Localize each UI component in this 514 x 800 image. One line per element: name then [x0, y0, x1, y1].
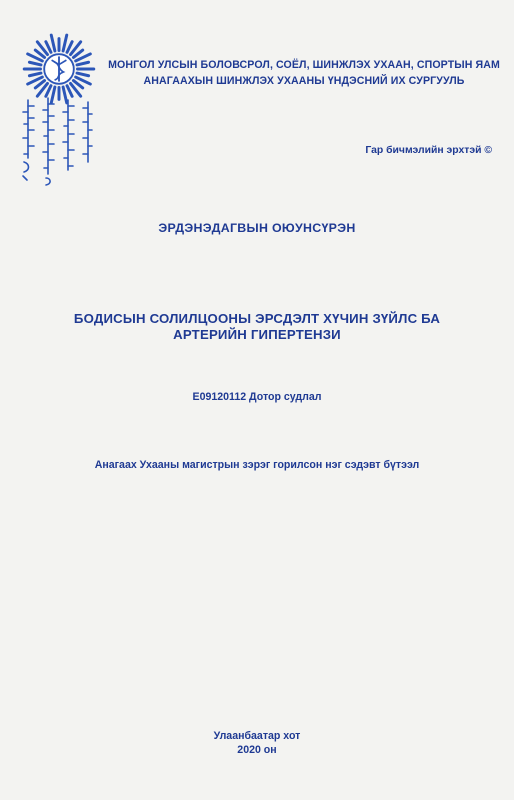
- thesis-title-line-2: АРТЕРИЙН ГИПЕРТЕНЗИ: [173, 327, 341, 342]
- emblem-ray: [63, 35, 67, 51]
- emblem-ray: [29, 73, 41, 76]
- thesis-title-line-1: БОДИСЫН СОЛИЛЦООНЫ ЭРСДЭЛТ ХҮЧИН ЗҮЙЛС БА: [73, 311, 441, 326]
- emblem-ray: [67, 86, 72, 97]
- place-and-year: [0, 729, 514, 757]
- emblem-ray: [46, 86, 51, 97]
- author-name: ЭРДЭНЭДАГВЫН ОЮУНСҮРЭН: [158, 221, 356, 235]
- emblem-ray: [51, 35, 55, 51]
- emblem-ray: [67, 42, 72, 53]
- city: Улаанбаатар хот: [213, 730, 301, 742]
- emblem-ray: [77, 73, 89, 76]
- emblem-ray: [77, 62, 89, 65]
- degree-statement: Анагаах Ухааны магистрын зэрэг горилсон нэг сэдэвт бүтээл: [94, 459, 420, 471]
- thesis-title: [0, 311, 514, 343]
- mongolian-script-mark: [10, 96, 94, 188]
- emblem-ray: [29, 62, 41, 65]
- university-emblem-icon: [22, 32, 96, 106]
- university-name: АНАГААХЫН ШИНЖЛЭХ УХААНЫ ҮНДЭСНИЙ ИХ СУРГУУЛЬ: [143, 75, 465, 87]
- institution-header: [99, 57, 509, 89]
- ministry-name: МОНГОЛ УЛСЫН БОЛОВСРОЛ, СОЁЛ, ШИНЖЛЭХ УХААН, СПОРТЫН ЯАМ: [108, 59, 500, 71]
- copyright-note: Гар бичмэлийн эрхтэй ©: [365, 145, 492, 156]
- year: 2020 он: [237, 744, 277, 756]
- specialty-code: Е09120112 Дотор судлал: [192, 391, 322, 403]
- emblem-ray: [46, 42, 51, 53]
